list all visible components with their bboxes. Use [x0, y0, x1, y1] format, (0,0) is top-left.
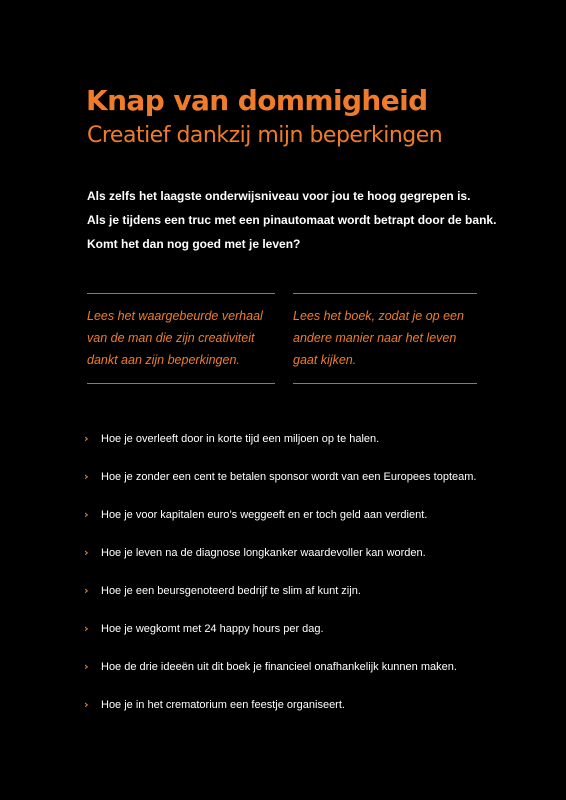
- quote-line: Lees het waargebeurde verhaal: [87, 309, 263, 323]
- quote-line: dankt aan zijn beperkingen.: [87, 353, 240, 367]
- list-item: [84, 506, 476, 544]
- list-item-text: Hoe je in het crematorium een feestje organiseert.: [101, 699, 345, 711]
- list-item: [84, 544, 476, 582]
- quote-text-left: [87, 294, 275, 371]
- quote-line: van de man die zijn creativiteit: [87, 331, 255, 345]
- list-item-text: Hoe je een beursgenoteerd bedrijf te slim af kunt zijn.: [101, 585, 361, 597]
- chevron-right-icon: ›: [84, 584, 89, 597]
- page-subtitle: Creatief dankzij mijn beperkingen: [87, 123, 443, 148]
- quote-line: Lees het boek, zodat je op een: [293, 309, 464, 323]
- list-item-text: Hoe je leven na de diagnose longkanker waardevoller kan worden.: [101, 547, 426, 559]
- quote-text-right: [293, 294, 477, 371]
- list-item: [84, 582, 476, 620]
- list-item-text: Hoe je voor kapitalen euro’s weggeeft en er toch geld aan verdient.: [101, 509, 428, 521]
- list-item: [84, 620, 476, 658]
- list-item: [84, 696, 476, 734]
- quote-line: andere manier naar het leven: [293, 331, 457, 345]
- page-title: Knap van dommigheid: [86, 84, 428, 117]
- list-item: [84, 430, 476, 468]
- quote-box-left: [87, 293, 275, 384]
- intro-line: Als je tijdens een truc met een pinautomaat wordt betrapt door de bank.: [87, 213, 497, 227]
- list-item-text: Hoe je zonder een cent te betalen sponsor wordt van een Europees topteam.: [101, 471, 477, 483]
- quote-line: gaat kijken.: [293, 353, 357, 367]
- list-item-text: Hoe je wegkomt met 24 happy hours per dag.: [101, 623, 324, 635]
- chevron-right-icon: ›: [84, 432, 89, 445]
- list-item: [84, 658, 476, 696]
- intro-line: Komt het dan nog goed met je leven?: [87, 237, 301, 251]
- intro-paragraph: [87, 184, 507, 256]
- intro-line: Als zelfs het laagste onderwijsniveau voor jou te hoog gegrepen is.: [87, 189, 471, 203]
- chevron-right-icon: ›: [84, 470, 89, 483]
- chevron-right-icon: ›: [84, 546, 89, 559]
- list-item-text: Hoe de drie ideeën uit dit boek je financieel onafhankelijk kunnen maken.: [101, 661, 457, 673]
- chevron-right-icon: ›: [84, 660, 89, 673]
- chevron-right-icon: ›: [84, 622, 89, 635]
- list-item: [84, 468, 476, 506]
- quote-box-right: [293, 293, 477, 384]
- benefit-list: [84, 430, 476, 734]
- chevron-right-icon: ›: [84, 698, 89, 711]
- list-item-text: Hoe je overleeft door in korte tijd een miljoen op te halen.: [101, 433, 380, 445]
- chevron-right-icon: ›: [84, 508, 89, 521]
